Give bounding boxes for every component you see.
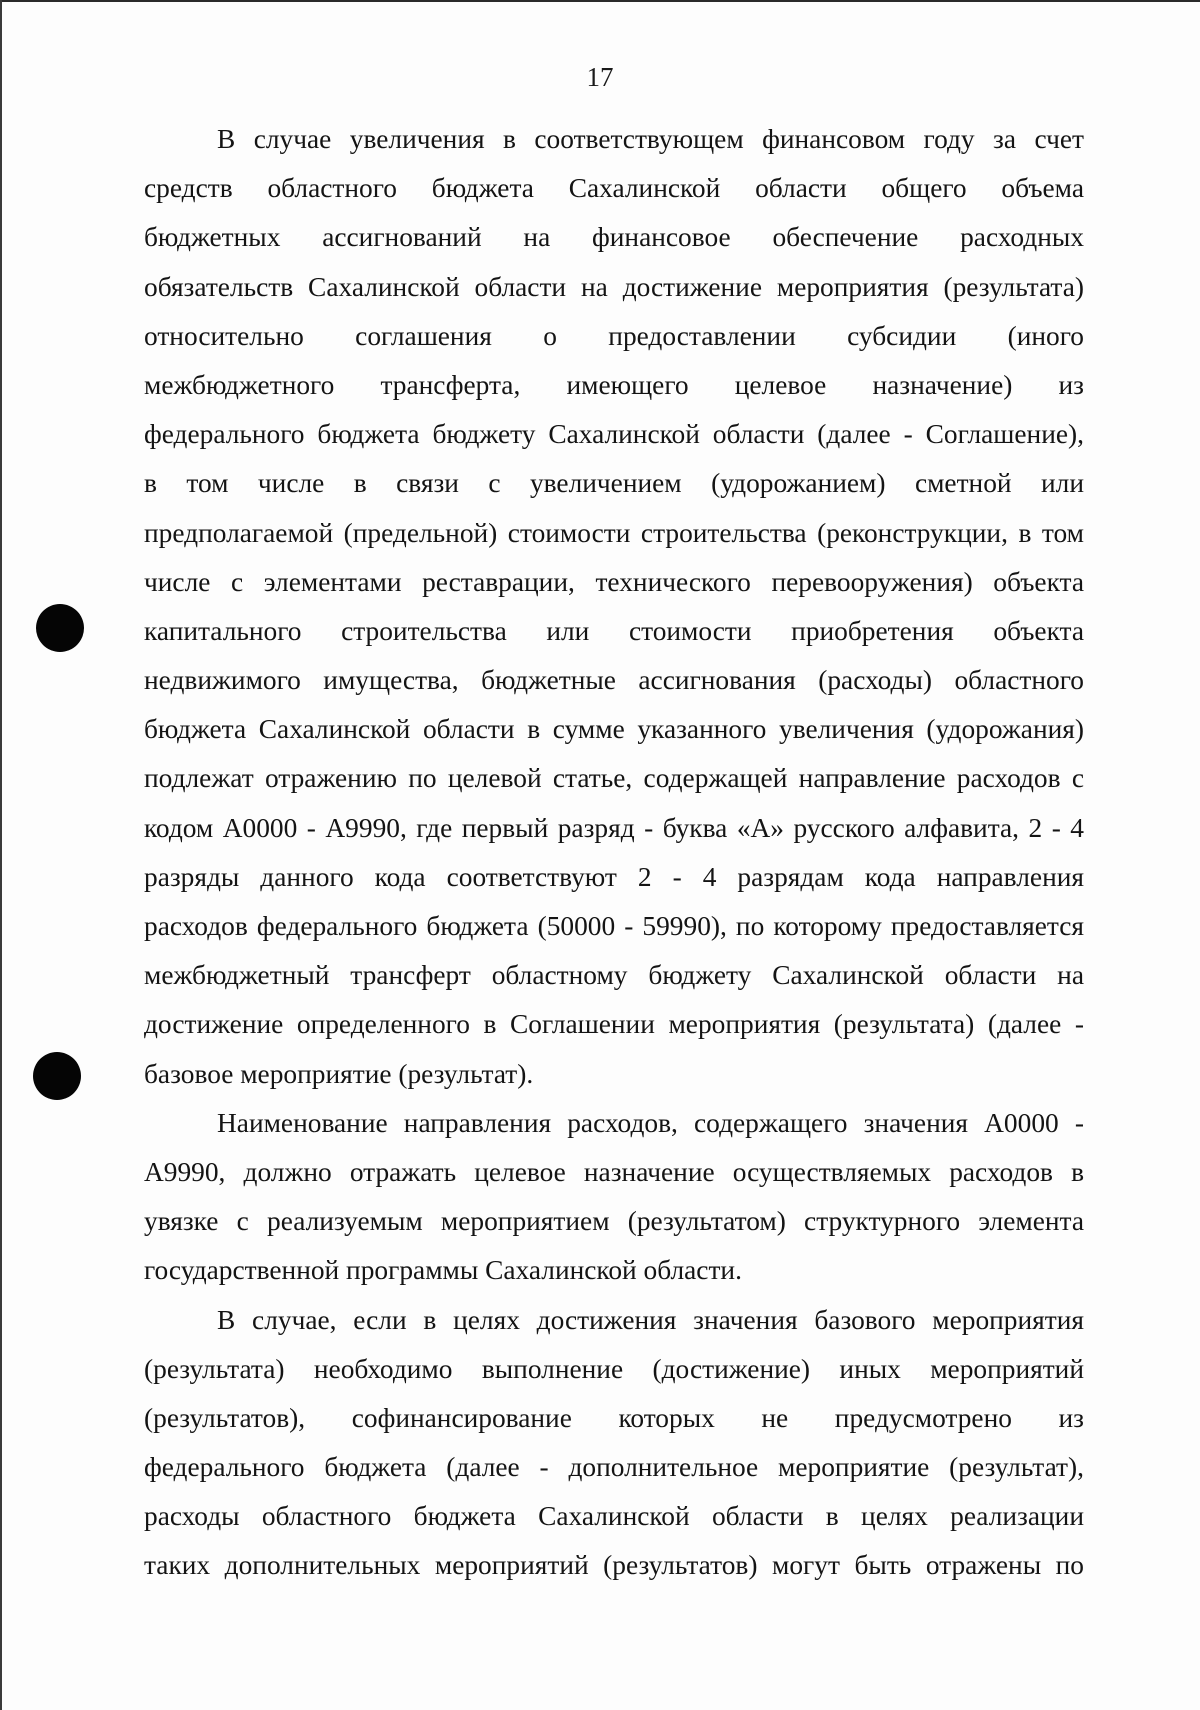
text-line: бюджета Сахалинской области в сумме указанного увеличения (удорожания): [144, 714, 1084, 745]
text-line: обязательств Сахалинской области на достижение мероприятия (результата): [144, 271, 1084, 302]
text-line: таких дополнительных мероприятий (результатов) могут быть отражены по: [144, 1550, 1084, 1581]
text-line: недвижимого имущества, бюджетные ассигнования (расходы) областного: [144, 665, 1084, 696]
text-line: расходы областного бюджета Сахалинской области в целях реализации: [144, 1501, 1084, 1532]
text-line: достижение определенного в Соглашении мероприятия (результата) (далее -: [144, 1009, 1084, 1040]
text-line: разряды данного кода соответствуют 2 - 4 разрядам кода направления: [144, 861, 1084, 892]
text-line: кодом А0000 - А9990, где первый разряд - буква «А» русского алфавита, 2 - 4: [144, 812, 1084, 843]
paragraph: [144, 1296, 1084, 1591]
text-line: подлежат отражению по целевой статье, содержащей направление расходов с: [144, 763, 1084, 794]
text-line: относительно соглашения о предоставлении субсидии (иного: [144, 320, 1084, 351]
text-line: числе с элементами реставрации, технического перевооружения) объекта: [144, 566, 1084, 597]
scan-edge-top: [0, 0, 1200, 2]
text-line: бюджетных ассигнований на финансовое обеспечение расходных: [144, 222, 1084, 253]
text-line: межбюджетного трансферта, имеющего целевое назначение) из: [144, 369, 1084, 400]
page-number: 17: [586, 62, 614, 92]
text-line: (результата) необходимо выполнение (достижение) иных мероприятий: [144, 1353, 1084, 1384]
text-line: в том числе в связи с увеличением (удорожанием) сметной или: [144, 468, 1084, 499]
text-line: Наименование направления расходов, содержащего значения А0000 -: [217, 1107, 1084, 1138]
text-line: предполагаемой (предельной) стоимости строительства (реконструкции, в том: [144, 517, 1084, 548]
text-line: базовое мероприятие (результат).: [144, 1058, 534, 1089]
text-line: В случае, если в целях достижения значения базового мероприятия: [217, 1304, 1084, 1335]
text-line: В случае увеличения в соответствующем финансовом году за счет: [217, 124, 1084, 154]
paragraph: [144, 1099, 1084, 1296]
document-body: [144, 115, 1084, 1591]
punch-hole: [33, 1052, 81, 1100]
text-line: (результатов), софинансирование которых не предусмотрено из: [144, 1402, 1084, 1433]
scan-edge-left: [0, 0, 2, 1710]
text-line: расходов федерального бюджета (50000 - 59990), по которому предоставляется: [144, 911, 1084, 941]
text-line: увязке с реализуемым мероприятием (результатом) структурного элемента: [144, 1206, 1084, 1237]
text-line: государственной программы Сахалинской области.: [144, 1255, 742, 1286]
text-line: А9990, должно отражать целевое назначение осуществляемых расходов в: [144, 1156, 1084, 1187]
text-line: средств областного бюджета Сахалинской области общего объема: [144, 173, 1084, 204]
text-line: капитального строительства или стоимости приобретения объекта: [144, 615, 1084, 646]
paragraph: [144, 115, 1084, 1099]
text-line: федерального бюджета (далее - дополнительное мероприятие (результат),: [144, 1452, 1084, 1483]
text-line: межбюджетный трансферт областному бюджету Сахалинской области на: [144, 960, 1084, 991]
punch-hole: [36, 604, 84, 652]
text-line: федерального бюджета бюджету Сахалинской области (далее - Соглашение),: [144, 419, 1084, 450]
